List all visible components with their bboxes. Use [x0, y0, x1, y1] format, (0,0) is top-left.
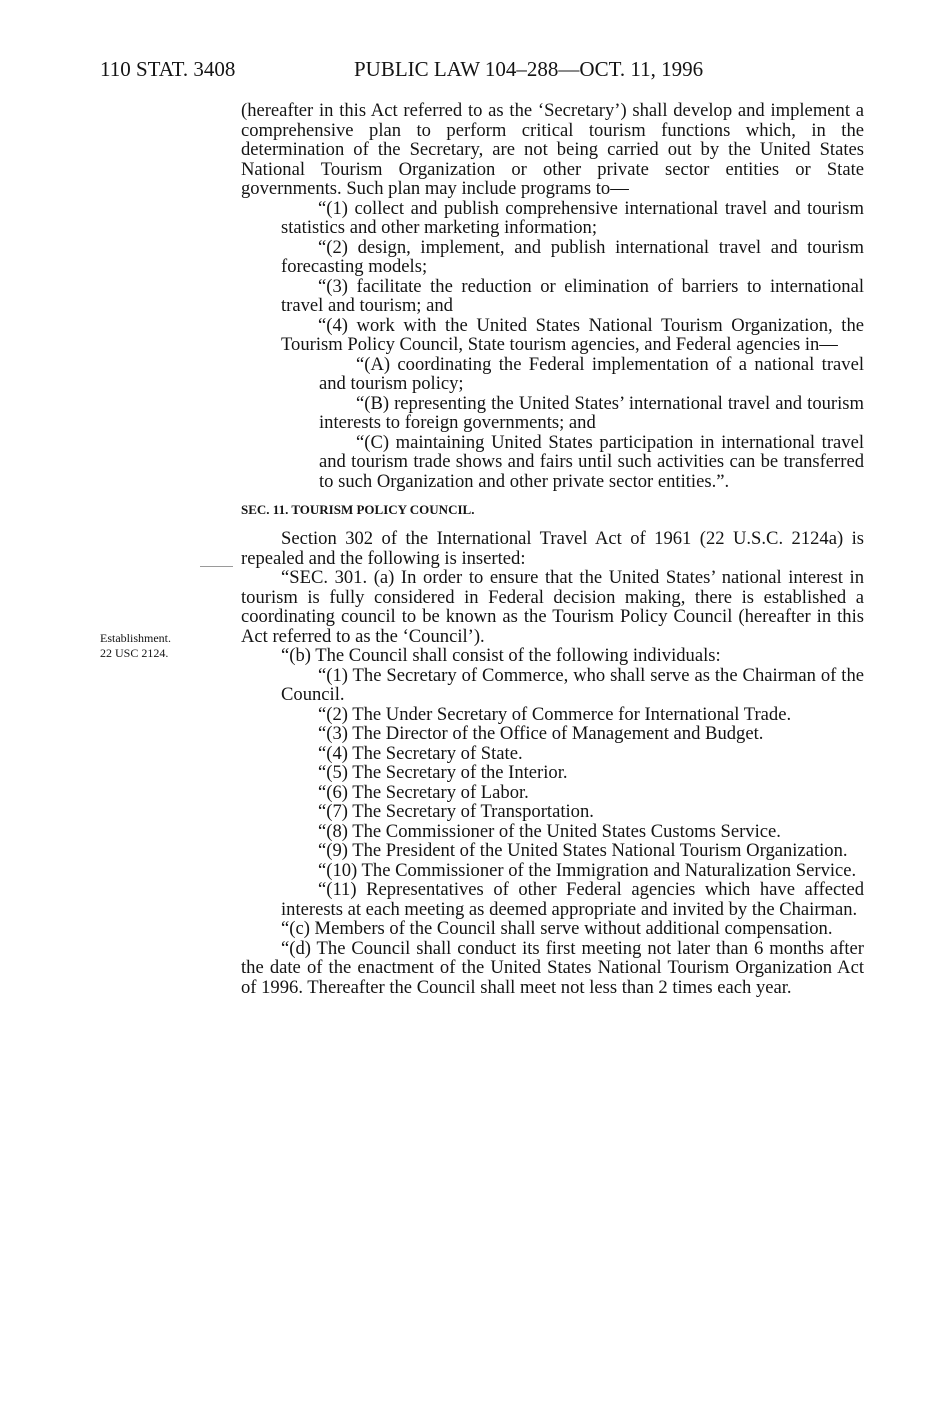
subprogram-item-a: “(A) coordinating the Federal implementation of a national travel and tourism policy;: [319, 353, 864, 394]
member-item-8: “(8) The Commissioner of the United States Customs Service.: [318, 820, 781, 842]
statute-body: [241, 101, 864, 997]
program-item-2: “(2) design, implement, and publish international travel and tourism forecasting models;: [281, 236, 864, 277]
subprogram-item-c: “(C) maintaining United States participation in international travel and tourism trade shows and fairs until such activities can be transferred to such Organization and other private sector entities.”.: [319, 431, 864, 492]
sec301-subsection-d: “(d) The Council shall conduct its first meeting not later than 6 months after the date of the enactment of the United States National Tourism Organization Act of 1996. Thereafter the Council shall meet not less than 2 times each year.: [241, 937, 864, 998]
program-item-1: “(1) collect and publish comprehensive international travel and tourism statistics and other marketing information;: [281, 197, 864, 238]
intro-paragraph: (hereafter in this Act referred to as the ‘Secretary’) shall develop and implement a comprehensive plan to perform critical tourism functions which, in the determination of the Secretary, are not being carried out by the United States National Tourism Organization or other private sector entities or State governments. Such plan may include programs to—: [241, 100, 864, 199]
margin-note-usc: 22 USC 2124.: [100, 646, 169, 660]
statute-page-reference: 110 STAT. 3408: [100, 57, 236, 81]
member-item-3: “(3) The Director of the Office of Management and Budget.: [318, 723, 764, 744]
section-intro-paragraph: Section 302 of the International Travel Act of 1961 (22 U.S.C. 2124a) is repealed and the following is inserted:: [241, 528, 864, 569]
program-item-4: “(4) work with the United States National Tourism Organization, the Tourism Policy Council, State tourism agencies, and Federal agencies in—: [281, 314, 864, 355]
member-item-5: “(5) The Secretary of the Interior.: [318, 762, 568, 783]
member-item-11: “(11) Representatives of other Federal agencies which have affected interests at each meeting as deemed appropriate and invited by the Chairman.: [281, 879, 864, 920]
member-item-6: “(6) The Secretary of Labor.: [318, 781, 529, 803]
member-item-4: “(4) The Secretary of State.: [318, 742, 523, 764]
public-law-reference: PUBLIC LAW 104–288—OCT. 11, 1996: [354, 57, 704, 81]
margin-notes: [100, 631, 220, 661]
margin-note-establishment: Establishment.: [100, 631, 171, 645]
section-heading: SEC. 11. TOURISM POLICY COUNCIL.: [241, 502, 475, 517]
member-item-2: “(2) The Under Secretary of Commerce for International Trade.: [318, 703, 792, 725]
member-item-10: “(10) The Commissioner of the Immigration and Naturalization Service.: [318, 859, 857, 881]
program-item-3: “(3) facilitate the reduction or elimination of barriers to international travel and tourism; and: [281, 275, 864, 316]
member-item-7: “(7) The Secretary of Transportation.: [318, 801, 594, 822]
sec301-subsection-a: “SEC. 301. (a) In order to ensure that the United States’ national interest in tourism is fully considered in Federal decision making, there is established a coordinating council to be known as the Tourism Policy Council (hereafter in this Act referred to as the ‘Council’).: [241, 567, 864, 647]
sec301-subsection-b: “(b) The Council shall consist of the following individuals:: [281, 645, 721, 666]
sec301-subsection-c: “(c) Members of the Council shall serve without additional compensation.: [281, 918, 833, 939]
member-item-1: “(1) The Secretary of Commerce, who shall serve as the Chairman of the Council.: [281, 664, 864, 705]
member-item-9: “(9) The President of the United States National Tourism Organization.: [318, 840, 848, 861]
subprogram-item-b: “(B) representing the United States’ international travel and tourism interests to foreign governments; and: [319, 392, 864, 433]
section-margin-rule: [200, 566, 233, 567]
running-header: [100, 54, 870, 84]
